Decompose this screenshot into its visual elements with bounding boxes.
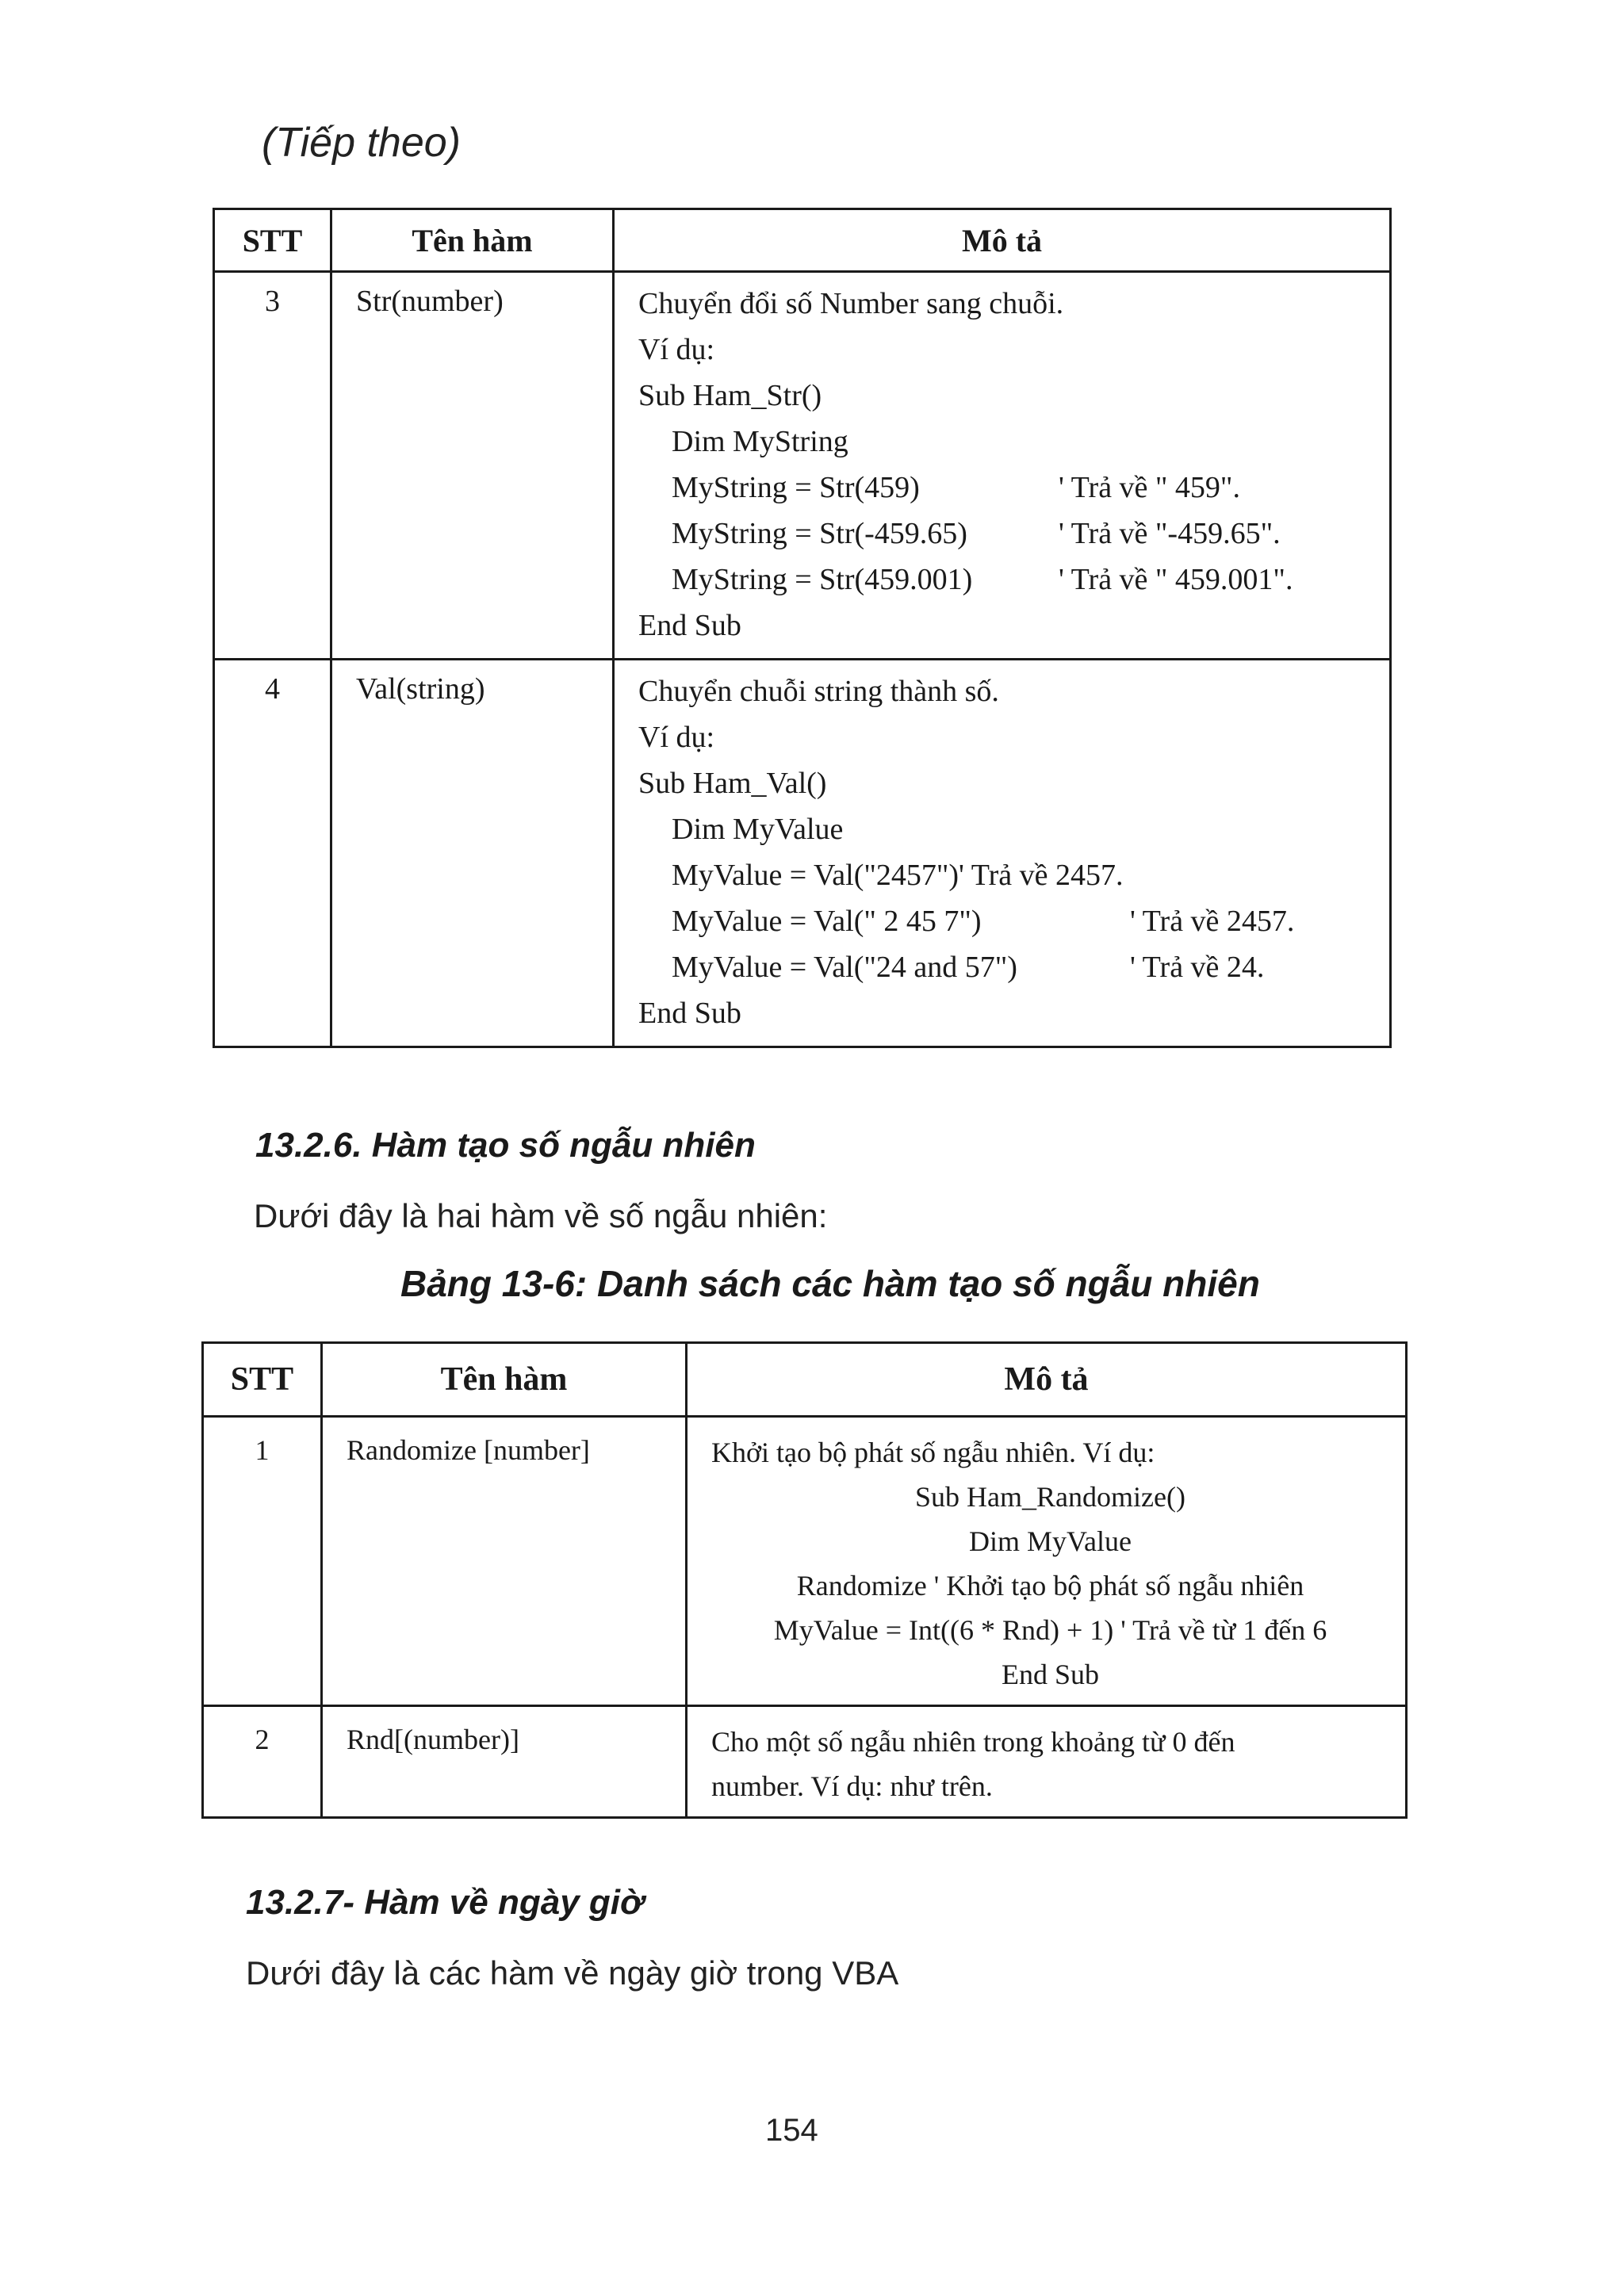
continued-label: (Tiếp theo) <box>262 120 461 166</box>
code-text: Dim MyString <box>672 425 848 458</box>
page-number: 154 <box>765 2113 818 2148</box>
code-line <box>638 419 1389 465</box>
code-text: End Sub <box>638 997 741 1030</box>
code-comment: ' Trả về " 459.001". <box>1059 563 1293 596</box>
row-function-name: Randomize [number] <box>322 1417 687 1706</box>
description-text: Khởi tạo bộ phát số ngẫu nhiên. Ví dụ: <box>711 1437 1155 1468</box>
code-text: Chuyển đổi số Number sang chuỗi. <box>638 287 1064 320</box>
description-text <box>638 327 1389 373</box>
code-line <box>638 557 1389 603</box>
code-line <box>638 373 1389 419</box>
code-line <box>638 465 1389 511</box>
description-text <box>638 668 1389 714</box>
code-text: MyValue = Val("24 and 57") <box>672 951 1017 984</box>
header-function-name: Tên hàm <box>322 1343 687 1417</box>
code-line <box>638 852 1389 898</box>
header-description: Mô tả <box>687 1343 1407 1417</box>
code-text: Dim MyValue <box>672 813 844 846</box>
row-function-name: Str(number) <box>331 272 614 660</box>
code-line: Sub Ham_Randomize() <box>915 1481 1185 1513</box>
row-stt: 1 <box>203 1417 322 1706</box>
row-description <box>687 1706 1407 1818</box>
code-text: MyValue = Val("2457")' Trả về 2457. <box>672 859 1124 892</box>
code-text: Sub Ham_Val() <box>638 767 827 800</box>
code-comment: ' Trả về " 459". <box>1059 471 1240 504</box>
row-stt: 3 <box>214 272 331 660</box>
code-line <box>638 944 1389 990</box>
row-function-name: Rnd[(number)] <box>322 1706 687 1818</box>
code-text: Chuyển chuỗi string thành số. <box>638 675 999 708</box>
table-header-row <box>214 209 1391 272</box>
section-intro-random: Dưới đây là hai hàm về số ngẫu nhiên: <box>254 1197 828 1234</box>
row-stt: 2 <box>203 1706 322 1818</box>
table-row <box>203 1706 1407 1818</box>
description-text <box>638 281 1389 327</box>
row-description <box>687 1417 1407 1706</box>
code-text: MyValue = Val(" 2 45 7") <box>672 905 982 938</box>
row-description <box>614 660 1391 1047</box>
code-text: MyString = Str(459) <box>672 471 920 504</box>
section-heading-random: 13.2.6. Hàm tạo số ngẫu nhiên <box>255 1126 756 1165</box>
row-stt: 4 <box>214 660 331 1047</box>
code-text: MyString = Str(-459.65) <box>672 517 967 550</box>
description-text <box>638 714 1389 760</box>
row-description <box>614 272 1391 660</box>
table-row <box>214 660 1391 1047</box>
code-comment: ' Trả về 2457. <box>1130 905 1295 938</box>
header-function-name: Tên hàm <box>331 209 614 272</box>
code-line <box>638 760 1389 806</box>
header-stt: STT <box>203 1343 322 1417</box>
code-comment: ' Trả về "-459.65". <box>1059 517 1281 550</box>
code-line: End Sub <box>1001 1659 1099 1690</box>
code-line: Randomize ' Khởi tạo bộ phát số ngẫu nhiên <box>796 1570 1304 1601</box>
code-line <box>638 990 1389 1036</box>
section-intro-datetime: Dưới đây là các hàm về ngày giờ trong VBA <box>246 1954 899 1992</box>
code-line <box>638 898 1389 944</box>
table-caption: Bảng 13-6: Danh sách các hàm tạo số ngẫu nhiên <box>400 1263 1260 1304</box>
code-line <box>638 603 1389 649</box>
functions-table-continued <box>213 208 1392 1048</box>
description-text: Cho một số ngẫu nhiên trong khoảng từ 0 đến <box>711 1726 1235 1758</box>
code-line: Dim MyValue <box>969 1525 1132 1557</box>
table-row <box>214 272 1391 660</box>
row-function-name: Val(string) <box>331 660 614 1047</box>
code-text: Sub Ham_Str() <box>638 379 822 412</box>
random-functions-table <box>201 1341 1408 1819</box>
code-text: Ví dụ: <box>638 721 715 754</box>
code-line <box>638 511 1389 557</box>
table-header-row <box>203 1343 1407 1417</box>
code-line <box>638 806 1389 852</box>
table-row <box>203 1417 1407 1706</box>
section-heading-datetime: 13.2.7- Hàm về ngày giờ <box>246 1883 644 1922</box>
header-stt: STT <box>214 209 331 272</box>
code-line: MyValue = Int((6 * Rnd) + 1) ' Trả về từ 1 đến 6 <box>773 1614 1327 1646</box>
code-text: Ví dụ: <box>638 333 715 366</box>
code-comment: ' Trả về 24. <box>1130 951 1265 984</box>
header-description: Mô tả <box>614 209 1391 272</box>
code-text: MyString = Str(459.001) <box>672 563 973 596</box>
description-text: number. Ví dụ: như trên. <box>711 1770 993 1802</box>
code-text: End Sub <box>638 609 741 642</box>
